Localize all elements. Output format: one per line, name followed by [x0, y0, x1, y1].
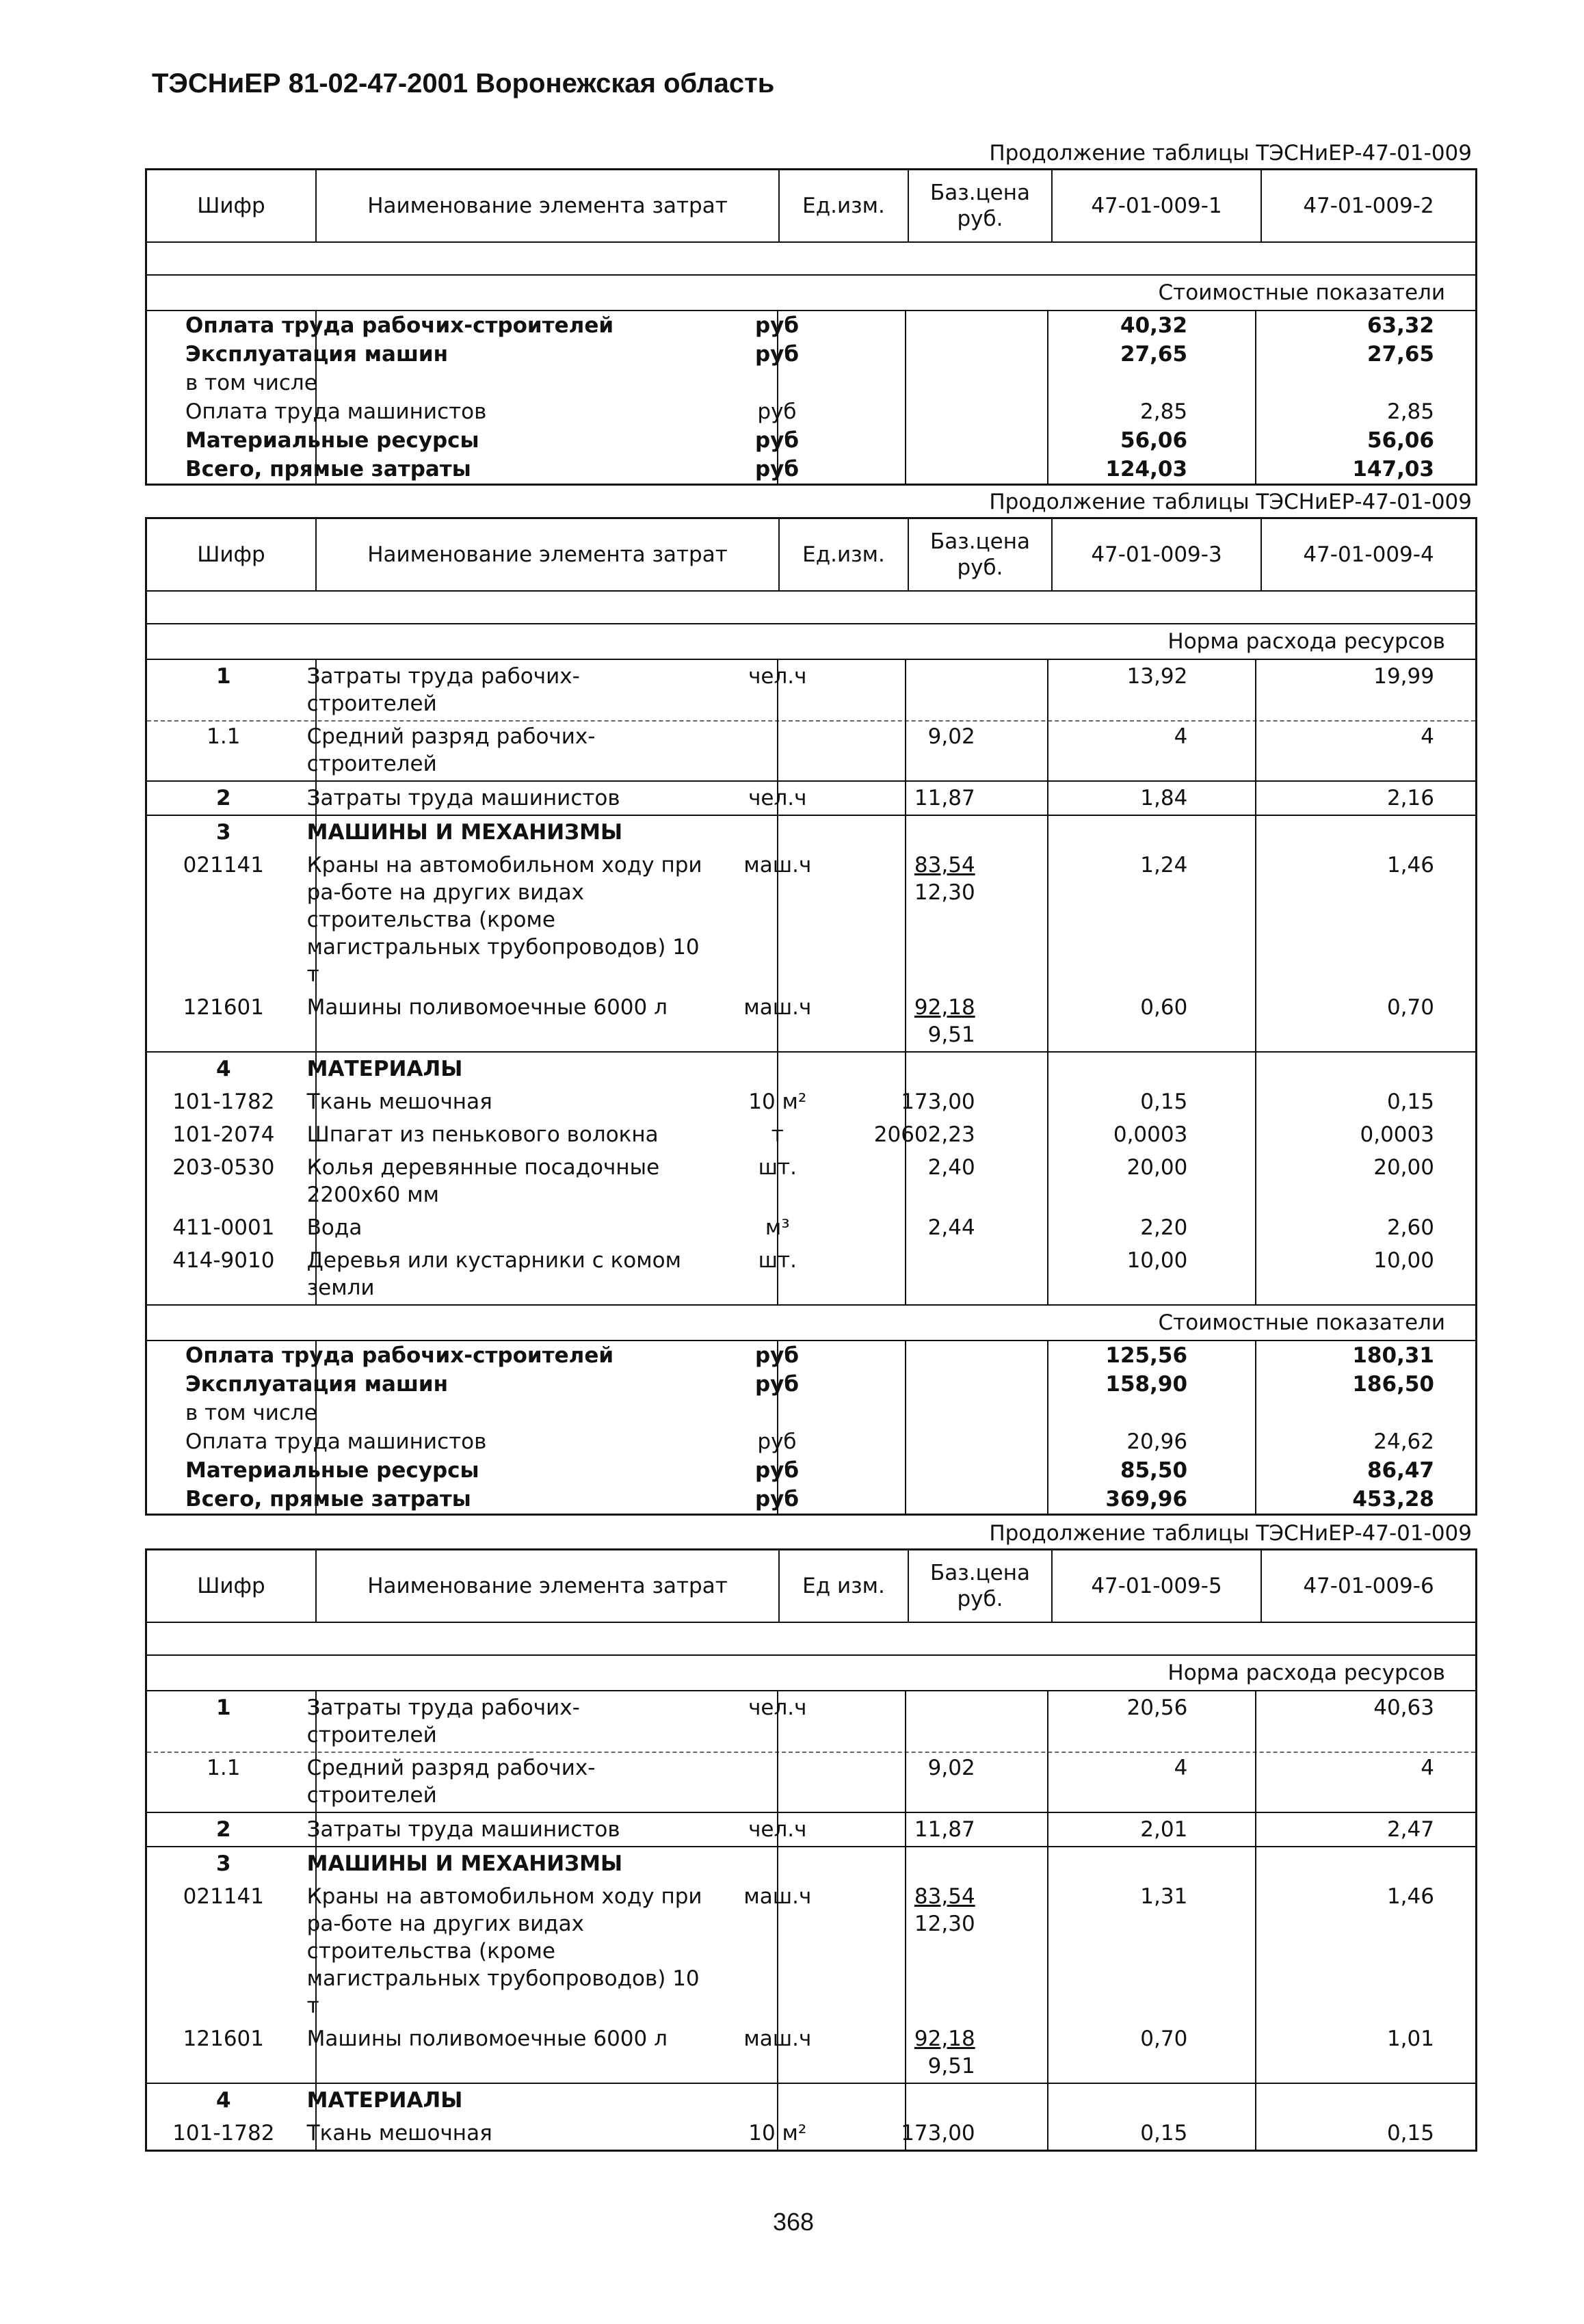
row-name: Средний разряд рабочих-строителей	[306, 1756, 596, 1808]
row-value-b: 24,62	[1373, 1429, 1434, 1454]
row-value-a: 27,65	[1120, 342, 1188, 367]
row-name: Машины поливомоечные 6000 л	[306, 995, 668, 1020]
spacer-row	[147, 1623, 1475, 1656]
row-value-b: 186,50	[1352, 1372, 1434, 1397]
row-name: Материальные ресурсы	[185, 428, 479, 453]
row-value-a	[996, 1053, 1243, 1085]
row-value-b: 40,63	[1373, 1695, 1434, 1720]
row-value-b	[1242, 1847, 1475, 1880]
column-divider	[1047, 1691, 1048, 2150]
row-name: Затраты труда машинистов	[306, 1817, 620, 1842]
row-price	[841, 1847, 996, 1880]
row-code: 411-0001	[172, 1215, 275, 1240]
row-price-machinist: 9,51	[927, 2054, 975, 2078]
row-name: Всего, прямые затраты	[185, 457, 471, 481]
row-price	[841, 1244, 996, 1304]
row-code: 021141	[183, 853, 264, 877]
row-value-a: 125,56	[1105, 1343, 1188, 1368]
row-value-b	[1242, 1399, 1475, 1427]
col-price-header: Баз.цена руб.	[909, 170, 1053, 241]
row-value-a: 56,06	[1120, 428, 1188, 453]
row-value-a: 2,85	[1140, 399, 1188, 424]
row-value-a: 0,60	[1140, 995, 1188, 1020]
row-price	[841, 1341, 995, 1370]
row-name: Вода	[306, 1215, 362, 1240]
row-divider-dashed	[147, 1752, 1475, 1753]
row-name: Затраты труда рабочих-строителей	[306, 1695, 580, 1747]
row-price-machinist: 9,51	[927, 1022, 975, 1047]
table-row	[147, 1085, 1475, 1118]
row-value-b: 453,28	[1352, 1487, 1434, 1511]
row-name: Оплата труда машинистов	[185, 1429, 487, 1454]
row-name: Затраты труда рабочих-строителей	[306, 664, 580, 716]
table-3	[145, 1548, 1477, 2152]
row-unit: руб	[757, 1429, 797, 1454]
row-unit: руб	[754, 1343, 799, 1368]
row-name: Эксплуатация машин	[185, 1372, 449, 1397]
column-divider	[315, 311, 317, 484]
row-unit: шт.	[758, 1155, 797, 1180]
row-unit: 10 м²	[748, 1090, 807, 1114]
row-name: в том числе	[185, 371, 317, 395]
row-price	[841, 1370, 995, 1399]
row-unit: м³	[765, 1215, 790, 1240]
row-value-b: 0,15	[1386, 2121, 1434, 2145]
row-price	[841, 455, 995, 484]
col-name-header: Наименование элемента затрат	[317, 170, 780, 241]
row-value-a: 40,32	[1120, 313, 1188, 338]
row-price	[841, 660, 996, 720]
row-value-a	[996, 1847, 1243, 1880]
column-divider	[777, 1341, 778, 1514]
column-divider	[905, 1691, 906, 2150]
row-code: 4	[216, 1057, 231, 1081]
column-divider	[1255, 660, 1256, 1304]
row-unit: чел.ч	[748, 1695, 807, 1720]
row-value-a: 158,90	[1105, 1372, 1188, 1397]
row-price-main: 92,18	[914, 2026, 975, 2051]
row-code: 1.1	[207, 1756, 241, 1780]
row-unit: маш.ч	[743, 1884, 812, 1909]
summary-row	[147, 311, 1475, 340]
row-code: 414-9010	[172, 1248, 275, 1273]
row-value-a: 13,92	[1126, 664, 1188, 689]
summary-row	[147, 1485, 1475, 1514]
row-value-b: 0,0003	[1360, 1122, 1434, 1147]
row-value-a: 0,70	[1140, 2026, 1188, 2051]
table-row	[147, 1880, 1475, 2022]
row-price	[841, 340, 995, 369]
table-row	[147, 1244, 1475, 1304]
summary-row	[147, 1456, 1475, 1485]
row-price: 2,44	[927, 1215, 975, 1240]
table-row	[147, 2083, 1475, 2117]
col-a-header: 47-01-009-5	[1053, 1550, 1262, 1622]
table-2-totals	[147, 1341, 1475, 1514]
row-unit: маш.ч	[743, 2026, 812, 2051]
column-divider	[777, 1691, 778, 2150]
row-unit: руб	[754, 1458, 799, 1483]
row-code: 203-0530	[172, 1155, 275, 1180]
row-unit: руб	[754, 457, 799, 481]
row-code: 101-2074	[172, 1122, 275, 1147]
row-code: 3	[216, 1851, 231, 1876]
caption-cost: Стоимостные показатели	[147, 1304, 1475, 1341]
row-code: 1.1	[207, 724, 241, 749]
row-name: Колья деревянные посадочные 2200х60 мм	[306, 1155, 660, 1207]
row-name: Ткань мешочная	[306, 1090, 492, 1114]
row-unit: руб	[754, 313, 799, 338]
column-divider	[315, 1691, 317, 2150]
page-number: 368	[773, 2208, 815, 2236]
row-value-a: 1,31	[1140, 1884, 1188, 1909]
table-3-body	[147, 1691, 1475, 2150]
summary-row	[147, 426, 1475, 455]
col-b-header: 47-01-009-4	[1303, 542, 1434, 567]
column-divider	[1047, 1341, 1048, 1514]
table-header	[147, 170, 1475, 243]
row-unit: шт.	[758, 1248, 797, 1273]
table-row	[147, 849, 1475, 991]
row-value-b	[1242, 2084, 1475, 2117]
table-header	[147, 1550, 1475, 1623]
row-unit: чел.ч	[748, 786, 807, 810]
col-unit-header: Ед.изм.	[780, 170, 909, 241]
row-value-a: 2,01	[1140, 1817, 1188, 1842]
row-name: Оплата труда рабочих-строителей	[185, 1343, 614, 1368]
caption-norm: Норма расхода ресурсов	[147, 1656, 1475, 1691]
row-unit: руб	[754, 342, 799, 367]
row-name: Оплата труда рабочих-строителей	[185, 313, 614, 338]
caption-norm: Норма расхода ресурсов	[147, 624, 1475, 660]
table-3-section	[145, 1518, 1477, 2152]
column-divider	[905, 660, 906, 1304]
row-code: 021141	[183, 1884, 264, 1909]
row-name: Машины поливомоечные 6000 л	[306, 2026, 668, 2051]
row-price	[841, 1399, 995, 1427]
row-name: МАШИНЫ И МЕХАНИЗМЫ	[306, 820, 623, 845]
column-divider	[315, 660, 317, 1304]
row-code: 2	[216, 786, 231, 810]
summary-row	[147, 1370, 1475, 1399]
row-price	[841, 397, 995, 426]
row-price	[841, 2084, 996, 2117]
table-row	[147, 1846, 1475, 1880]
row-value-a: 1,24	[1140, 853, 1188, 877]
table-2	[145, 517, 1477, 1516]
row-price	[841, 1427, 995, 1456]
row-value-b: 2,60	[1386, 1215, 1434, 1240]
row-value-b: 56,06	[1367, 428, 1434, 453]
table-1	[145, 168, 1477, 486]
row-value-a: 0,15	[1140, 2121, 1188, 2145]
row-value-a	[995, 369, 1242, 397]
row-value-b: 10,00	[1373, 1248, 1434, 1273]
row-price	[841, 426, 995, 455]
row-value-b: 1,46	[1386, 1884, 1434, 1909]
row-price-main: 83,54	[914, 1884, 975, 1909]
row-value-a: 85,50	[1120, 1458, 1188, 1483]
row-price	[841, 311, 995, 340]
row-name: Деревья или кустарники с комом земли	[306, 1248, 682, 1300]
col-a-header: 47-01-009-3	[1053, 519, 1262, 590]
col-code-header: Шифр	[147, 170, 317, 241]
row-value-a: 1,84	[1140, 786, 1188, 810]
table-row	[147, 815, 1475, 849]
table-row	[147, 1752, 1475, 1812]
col-unit-header: Ед изм.	[780, 1550, 909, 1622]
row-price	[841, 849, 996, 991]
spacer-row	[147, 592, 1475, 624]
row-value-a: 369,96	[1105, 1487, 1188, 1511]
row-value-a: 0,0003	[1113, 1122, 1188, 1147]
row-divider-dashed	[147, 720, 1475, 722]
row-unit: т	[771, 1122, 784, 1147]
row-name: в том числе	[185, 1401, 317, 1425]
row-value-b: 2,47	[1386, 1817, 1434, 1842]
row-value-b: 19,99	[1373, 664, 1434, 689]
row-price: 11,87	[914, 786, 975, 810]
table-2-section	[145, 487, 1477, 1516]
col-price-header: Баз.цена руб.	[909, 519, 1053, 590]
row-value-a	[996, 816, 1243, 849]
row-code: 4	[216, 2088, 231, 2113]
row-value-b: 4	[1421, 724, 1434, 749]
col-name-header: Наименование элемента затрат	[317, 1550, 780, 1622]
row-value-a: 0,15	[1140, 1090, 1188, 1114]
row-price	[841, 1456, 995, 1485]
row-value-a: 20,00	[1126, 1155, 1188, 1180]
row-name: МАТЕРИАЛЫ	[306, 2088, 463, 2113]
row-price	[841, 1691, 996, 1752]
continuation-label: Продолжение таблицы ТЭСНиЕР-47-01-009	[989, 1521, 1472, 1546]
row-code: 2	[216, 1817, 231, 1842]
table-row	[147, 2022, 1475, 2083]
row-name: Затраты труда машинистов	[306, 786, 620, 810]
col-name-header: Наименование элемента затрат	[317, 519, 780, 590]
table-row	[147, 1691, 1475, 1752]
caption-cost: Стоимостные показатели	[147, 276, 1475, 311]
summary-row	[147, 369, 1475, 397]
row-name: МАТЕРИАЛЫ	[306, 1057, 463, 1081]
row-value-a: 10,00	[1126, 1248, 1188, 1273]
table-row	[147, 660, 1475, 720]
column-divider	[315, 1341, 317, 1514]
summary-row	[147, 1341, 1475, 1370]
summary-row	[147, 340, 1475, 369]
summary-row	[147, 1427, 1475, 1456]
row-value-b: 20,00	[1373, 1155, 1434, 1180]
continuation-label: Продолжение таблицы ТЭСНиЕР-47-01-009	[989, 490, 1472, 514]
row-code: 1	[216, 1695, 231, 1720]
row-value-b: 63,32	[1367, 313, 1434, 338]
col-unit-header: Ед.изм.	[780, 519, 909, 590]
column-divider	[905, 1341, 906, 1514]
row-code: 121601	[183, 995, 264, 1020]
row-value-b: 0,70	[1386, 995, 1434, 1020]
column-divider	[1255, 311, 1256, 484]
row-price	[841, 2022, 996, 2083]
col-code-header: Шифр	[147, 1550, 317, 1622]
table-1-body	[147, 311, 1475, 484]
row-price: 9,02	[927, 724, 975, 749]
row-value-b: 0,15	[1386, 1090, 1434, 1114]
row-value-a: 2,20	[1140, 1215, 1188, 1240]
row-price	[841, 1053, 996, 1085]
table-row	[147, 1151, 1475, 1211]
row-price: 20602,23	[873, 1122, 975, 1147]
row-unit: руб	[754, 428, 799, 453]
table-1-section	[145, 138, 1477, 486]
row-unit: руб	[757, 399, 797, 424]
column-divider	[1047, 311, 1048, 484]
continuation-label: Продолжение таблицы ТЭСНиЕР-47-01-009	[989, 141, 1472, 166]
row-value-b: 1,01	[1386, 2026, 1434, 2051]
row-code: 101-1782	[172, 1090, 275, 1114]
row-price	[841, 816, 996, 849]
row-value-b: 1,46	[1386, 853, 1434, 877]
row-unit: чел.ч	[748, 1817, 807, 1842]
row-name: Материальные ресурсы	[185, 1458, 479, 1483]
row-price-main: 92,18	[914, 995, 975, 1020]
col-code-header: Шифр	[147, 519, 317, 590]
row-code: 1	[216, 664, 231, 689]
row-name: Краны на автомобильном ходу при ра-боте на других видах строительства (кроме магистральных трубопроводов) 10 т	[306, 1884, 702, 2018]
row-value-a: 20,96	[1126, 1429, 1188, 1454]
table-row	[147, 720, 1475, 780]
row-price	[841, 1485, 995, 1514]
row-value-b: 2,85	[1386, 399, 1434, 424]
spacer-row	[147, 243, 1475, 276]
column-divider	[905, 311, 906, 484]
table-row	[147, 2117, 1475, 2150]
table-row	[147, 1118, 1475, 1151]
row-price-main: 83,54	[914, 853, 975, 877]
row-name: Эксплуатация машин	[185, 342, 449, 367]
summary-row	[147, 397, 1475, 426]
summary-row	[147, 1399, 1475, 1427]
row-value-b	[1242, 369, 1475, 397]
row-price: 2,40	[927, 1155, 975, 1180]
table-2-body	[147, 660, 1475, 1304]
row-value-a: 20,56	[1126, 1695, 1188, 1720]
row-name: Средний разряд рабочих-строителей	[306, 724, 596, 776]
row-unit: руб	[754, 1487, 799, 1511]
row-price	[841, 1880, 996, 2022]
row-code: 101-1782	[172, 2121, 275, 2145]
row-price	[841, 991, 996, 1051]
row-price-machinist: 12,30	[914, 880, 975, 905]
col-price-header: Баз.цена руб.	[909, 1550, 1053, 1622]
col-b-header: 47-01-009-2	[1303, 194, 1434, 218]
row-value-b: 180,31	[1352, 1343, 1434, 1368]
table-row	[147, 1812, 1475, 1846]
row-unit: маш.ч	[743, 853, 812, 877]
table-row	[147, 780, 1475, 815]
row-name: Ткань мешочная	[306, 2121, 492, 2145]
row-value-a	[996, 2084, 1243, 2117]
row-price: 173,00	[901, 1090, 975, 1114]
column-divider	[1047, 660, 1048, 1304]
row-unit: чел.ч	[748, 664, 807, 689]
row-price	[841, 369, 995, 397]
row-code: 3	[216, 820, 231, 845]
row-value-b: 4	[1421, 1756, 1434, 1780]
row-value-a: 4	[1174, 1756, 1188, 1780]
row-value-b	[1242, 816, 1475, 849]
table-header	[147, 519, 1475, 592]
row-value-b: 2,16	[1386, 786, 1434, 810]
column-divider	[777, 660, 778, 1304]
table-row	[147, 1211, 1475, 1244]
col-b-header: 47-01-009-6	[1303, 1574, 1434, 1598]
row-price-machinist: 12,30	[914, 1912, 975, 1936]
row-name: Оплата труда машинистов	[185, 399, 487, 424]
row-code: 121601	[183, 2026, 264, 2051]
row-name: Шпагат из пенькового волокна	[306, 1122, 659, 1147]
col-a-header: 47-01-009-1	[1053, 170, 1262, 241]
row-value-b: 27,65	[1367, 342, 1434, 367]
row-unit: маш.ч	[743, 995, 812, 1020]
column-divider	[777, 311, 778, 484]
column-divider	[1255, 1691, 1256, 2150]
row-name: Всего, прямые затраты	[185, 1487, 471, 1511]
row-price: 11,87	[914, 1817, 975, 1842]
row-unit: руб	[754, 1372, 799, 1397]
table-row	[147, 1051, 1475, 1085]
column-divider	[1255, 1341, 1256, 1514]
row-value-a: 124,03	[1105, 457, 1188, 481]
summary-row	[147, 455, 1475, 484]
row-unit: 10 м²	[748, 2121, 807, 2145]
table-row	[147, 991, 1475, 1051]
row-price: 9,02	[927, 1756, 975, 1780]
row-value-a: 4	[1174, 724, 1188, 749]
row-value-b: 86,47	[1367, 1458, 1434, 1483]
row-price: 173,00	[901, 2121, 975, 2145]
row-name: МАШИНЫ И МЕХАНИЗМЫ	[306, 1851, 623, 1876]
row-name: Краны на автомобильном ходу при ра-боте на других видах строительства (кроме магистральных трубопроводов) 10 т	[306, 853, 702, 987]
page-title: ТЭСНиЕР 81-02-47-2001 Воронежская область	[152, 68, 775, 98]
row-value-a	[995, 1399, 1242, 1427]
row-value-b: 147,03	[1352, 457, 1434, 481]
row-value-b	[1242, 1053, 1475, 1085]
